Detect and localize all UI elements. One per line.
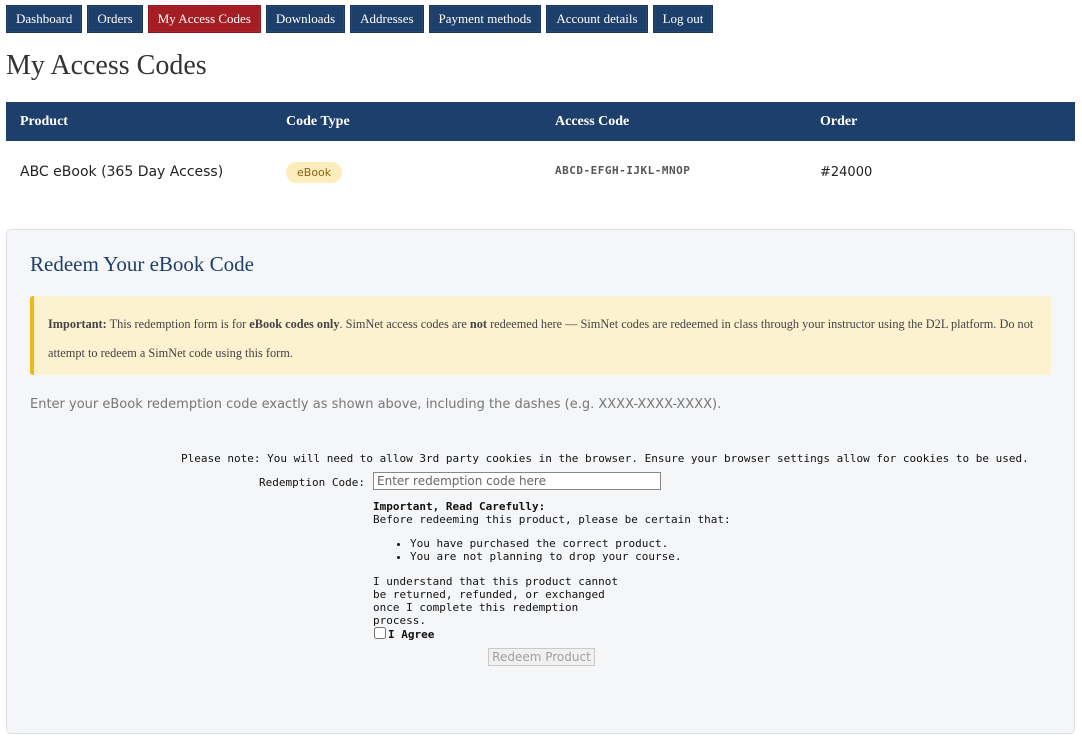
agree-row [374,626,434,639]
list-item: • You are not planning to drop your course. [410,550,731,563]
conditions-list [373,537,731,563]
table-row [6,141,1075,203]
table-header [6,102,1075,141]
redeem-title: Redeem Your eBook Code [30,252,254,276]
list-item: • You have purchased the correct product. [410,537,731,550]
header-code-type: Code Type [286,113,350,129]
account-nav [6,5,713,33]
important-read-carefully [373,500,731,627]
page-title: My Access Codes [6,50,207,81]
access-codes-table [6,102,1075,203]
important-intro: Before redeeming this product, please be certain that: [373,513,731,526]
nav-dashboard[interactable]: Dashboard [6,5,82,33]
notice-not: not [469,317,487,331]
redeem-panel [6,229,1075,734]
nav-account-details[interactable]: Account details [546,5,647,33]
nav-addresses[interactable]: Addresses [350,5,423,33]
nav-payment-methods[interactable]: Payment methods [429,5,542,33]
notice-text-3: redeemed here — SimNet codes are redeemed in class through your instructor using the D2L platform. Do not attempt to redeem a SimNet code using this form. [48,317,1034,360]
agree-label: I Agree [388,628,435,641]
notice-text-2: . SimNet access codes are [339,317,470,331]
agree-checkbox[interactable] [374,627,386,639]
header-access-code: Access Code [555,113,630,129]
important-notice [30,296,1051,375]
nav-orders[interactable]: Orders [87,5,142,33]
cell-access-code: ABCD-EFGH-IJKL-MNOP [555,164,691,177]
header-product: Product [20,113,68,129]
code-type-badge: eBook [286,162,342,183]
nav-my-access-codes[interactable]: My Access Codes [148,5,261,33]
redemption-code-input[interactable] [373,472,661,490]
redemption-code-label: Redemption Code: [259,476,365,489]
nav-log-out[interactable]: Log out [653,5,714,33]
important-title: Important, Read Carefully: [373,500,546,513]
redeem-instructions: Enter your eBook redemption code exactly as shown above, including the dashes (e.g. XXXX-XXXX-XXXX). [30,397,722,412]
notice-ebook-only: eBook codes only [249,317,340,331]
header-order: Order [820,113,858,129]
cell-product: ABC eBook (365 Day Access) [20,164,224,180]
understand-text: I understand that this product cannot be returned, refunded, or exchanged once I complete this redemption process. [373,575,619,627]
notice-important-label: Important: [48,317,107,331]
redeem-product-button[interactable]: Redeem Product [488,648,595,666]
cookie-note: Please note: You will need to allow 3rd party cookies in the browser. Ensure your browser settings allow for cookies to be used. [181,452,1029,465]
nav-downloads[interactable]: Downloads [266,5,345,33]
notice-text-1: This redemption form is for [106,317,250,331]
cell-order: #24000 [820,164,873,180]
